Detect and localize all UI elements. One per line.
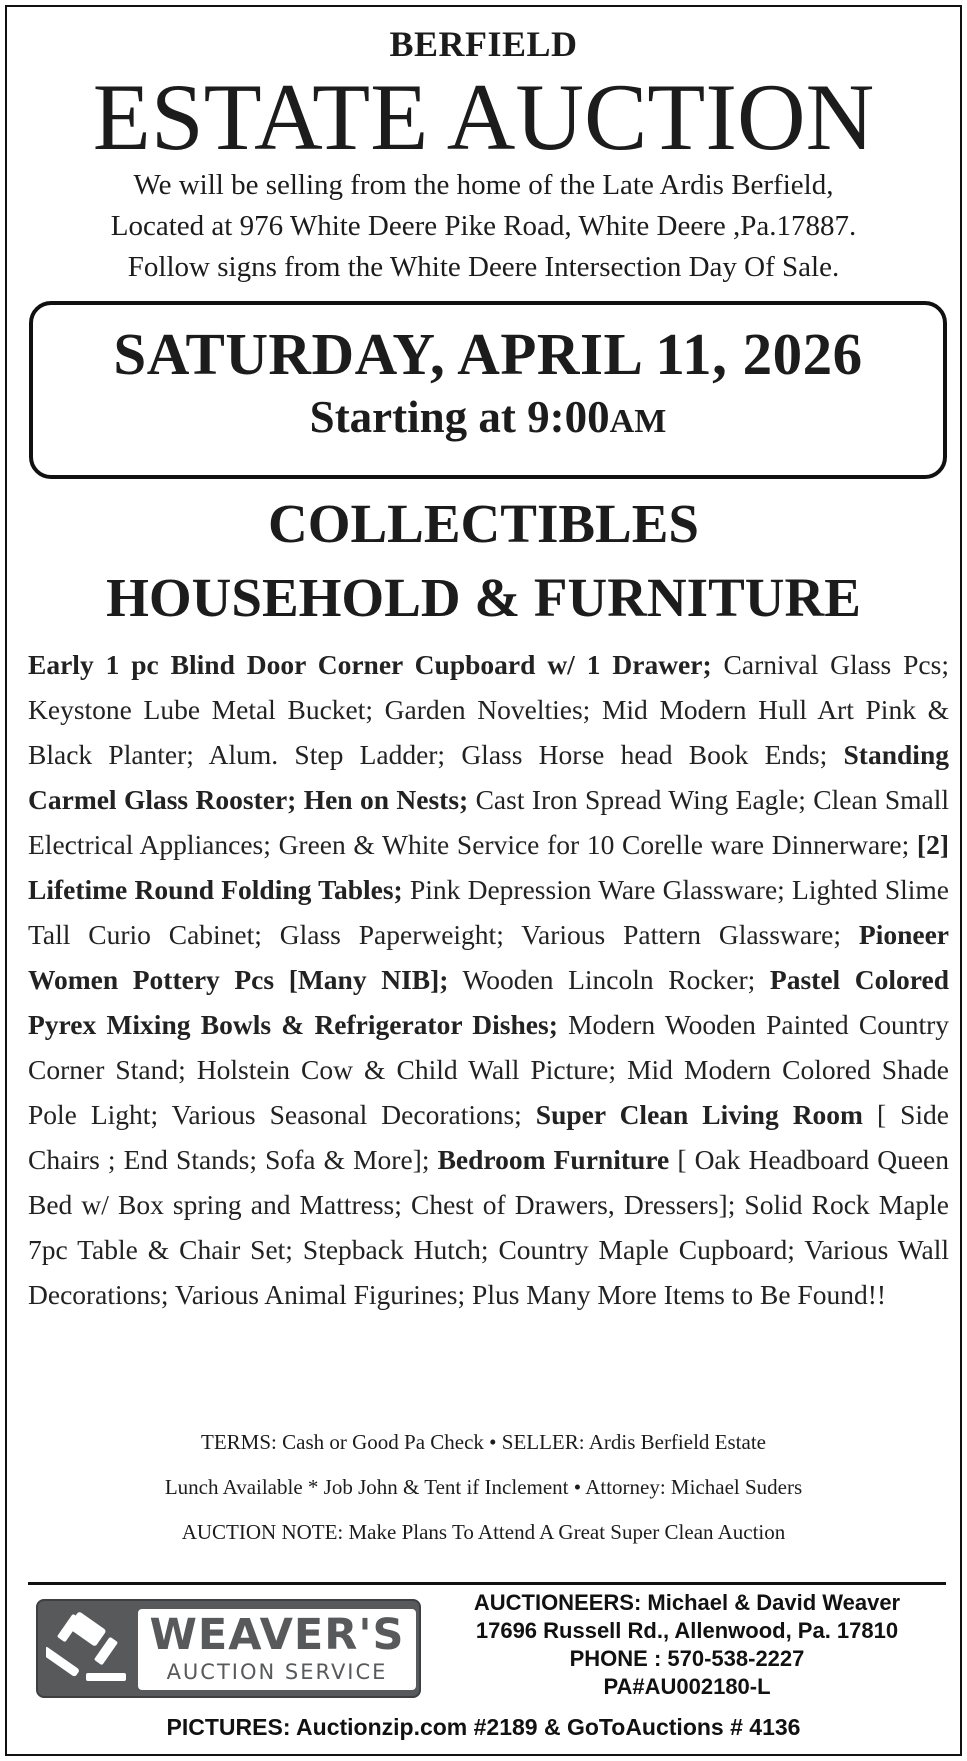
auction-date: SATURDAY, APRIL 11, 2026	[113, 321, 863, 387]
start-time-prefix: Starting at 9:00	[309, 392, 610, 442]
item-highlight: Pioneer Women Pottery Pcs [Many NIB];	[28, 919, 949, 995]
intro-text	[7, 165, 960, 288]
estate-name: BERFIELD	[389, 24, 578, 64]
item-list	[28, 642, 949, 1317]
intro-line: Follow signs from the White Deere Intersection Day Of Sale.	[127, 251, 840, 283]
logo-subtitle: AUCTION SERVICE	[166, 1660, 388, 1684]
gavel-icon	[46, 1611, 132, 1689]
start-time	[33, 387, 943, 452]
item-text: Wooden Lincoln Rocker;	[448, 964, 770, 995]
heading-collectibles: COLLECTIBLES	[267, 493, 699, 554]
item-highlight: Bedroom Furniture	[437, 1144, 670, 1175]
item-text: [ Oak Headboard Queen Bed w/ Box spring and Mattress; Chest of Drawers, Dressers]; Solid Rock Maple 7pc Table & Chair Set; Stepback Hutch; Country Maple Cupboard; Various Wall Decorations; Various Animal Figurines; Plus Many More Items to Be Found!!	[28, 1144, 949, 1310]
logo-text-panel	[138, 1609, 416, 1690]
item-text: Cast Iron Spread Wing Eagle; Clean Small Electrical Appliances; Green & White Service for 10 Corelle ware Dinnerware;	[28, 784, 949, 860]
lunch-attorney-line: Lunch Available * Job John & Tent if Inclement • Attorney: Michael Suders	[164, 1475, 803, 1499]
date-box	[29, 301, 947, 479]
logo-name: WEAVER'S	[149, 1610, 405, 1660]
page-title: ESTATE AUCTION	[92, 64, 875, 170]
auction-note-line: AUCTION NOTE: Make Plans To Attend A Great Super Clean Auction	[181, 1520, 786, 1544]
item-highlight: Early 1 pc Blind Door Corner Cupboard w/ 1 Drawer;	[28, 649, 712, 680]
auctioneers-phone: PHONE : 570-538-2227	[569, 1646, 805, 1671]
auctioneers-address: 17696 Russell Rd., Allenwood, Pa. 17810	[475, 1618, 899, 1643]
auctioneers-names: AUCTIONEERS: Michael & David Weaver	[473, 1590, 901, 1615]
item-highlight: Standing Carmel Glass Rooster; Hen on Nests;	[28, 739, 949, 815]
start-time-suffix: AM	[609, 403, 667, 440]
intro-line: We will be selling from the home of the Late Ardis Berfield,	[133, 169, 834, 201]
item-text: Modern Wooden Painted Country Corner Stand; Holstein Cow & Child Wall Picture; Mid Modern Colored Shade Pole Light; Various Seasonal Decorations;	[28, 1009, 950, 1130]
auctioneers-license: PA#AU002180-L	[603, 1674, 771, 1699]
item-text: [ Side Chairs ; End Stands; Sofa & More];	[28, 1099, 949, 1175]
item-highlight: Super Clean Living Room	[535, 1099, 863, 1130]
auction-flyer	[5, 5, 962, 1756]
heading-household-furniture: HOUSEHOLD & FURNITURE	[106, 567, 861, 628]
item-highlight: [2] Lifetime Round Folding Tables;	[28, 829, 949, 905]
item-text: Carnival Glass Pcs; Keystone Lube Metal Bucket; Garden Novelties; Mid Modern Hull Art Pink & Black Planter; Alum. Step Ladder; Glass Horse head Book Ends;	[28, 649, 949, 770]
item-highlight: Pastel Colored Pyrex Mixing Bowls & Refrigerator Dishes;	[28, 964, 949, 1040]
item-text: Pink Depression Ware Glassware; Lighted Slime Tall Curio Cabinet; Glass Paperweight; Various Pattern Glassware;	[28, 874, 949, 950]
terms-line: TERMS: Cash or Good Pa Check • SELLER: Ardis Berfield Estate	[201, 1430, 766, 1454]
divider	[28, 1582, 946, 1585]
pictures-line: PICTURES: Auctionzip.com #2189 & GoToAuctions # 4136	[166, 1714, 801, 1740]
auctioneers-info	[427, 1589, 947, 1701]
auction-service-logo	[36, 1599, 421, 1698]
intro-line: Located at 976 White Deere Pike Road, White Deere ,Pa.17887.	[110, 210, 857, 242]
